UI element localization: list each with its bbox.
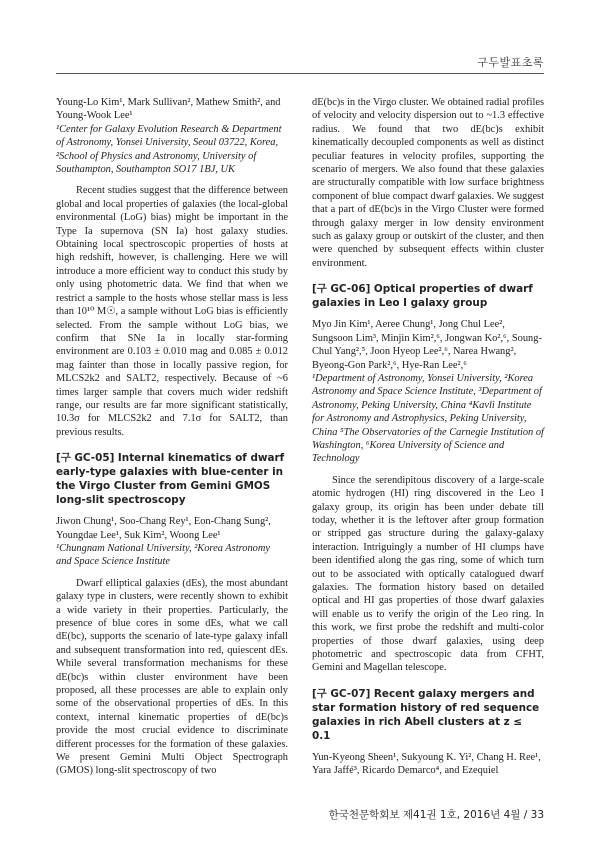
running-header: 구두발표초록 (477, 56, 544, 69)
affiliations: ¹Chungnam National University, ²Korea Astronomy and Space Science Institute (56, 542, 270, 568)
authors: Yun-Kyeong Sheen¹, Sukyoung K. Yi², Chang H. Ree¹, Yara Jaffé³, Ricardo Demarco⁴, and Ezequiel (312, 751, 541, 777)
affiliations: ¹Center for Galaxy Evolution Research & Department of Astronomy, Yonsei University, Seoul 03722, Korea, ²School of Physics and Astronomy, University of Southampton, Southampton SO17 1BJ, UK (56, 123, 282, 176)
abstract: Dwarf elliptical galaxies (dEs), the most abundant galaxy type in clusters, were recently shown to exhibit a wide variety in their properties. Particularly, the presence of blue cores in some dEs, what we call dE(bc), supports the scenario of late-type galaxy infall and subsequent transformation into red, quiescent dEs. While several transformation mechanisms for these dE(bc)s within cluster environment have been proposed, all these processes are able to explain only some of the observational properties of dEs. In this context, internal kinematic properties of dE(bc)s provide the most crucial evidence to discriminate different processes for the formation of these galaxies. We present Gemini Multi Object Spectrograph (GMOS) long-slit spectroscopy of two (56, 577, 288, 777)
authors: Young-Lo Kim¹, Mark Sullivan², Mathew Smith², and Young-Wook Lee¹ (56, 97, 281, 122)
abstract-continued: dE(bc)s in the Virgo cluster. We obtained radial profiles of velocity and velocity dispersion out to ~1.3 effective radius. We found that two dE(bc)s exhibit kinematically decoupled components as well as distinct peculiar features in velocity profiles, supporting the scenario of mergers. We also found that these galaxies are structurally compatible with low surface brightness component of blue compact dwarf galaxies. We suggest that a part of dE(bc)s in the Virgo Cluster were formed through galaxy merger in low density environment such as galaxy group or outskirt of the cluster, and then were quenched by subsequent effects within cluster environment. (312, 97, 544, 269)
right-column (312, 96, 544, 778)
page-footer: 한국천문학회보 제41권 1호, 2016년 4월 / 33 (328, 809, 544, 821)
abstract-title: [구 GC-05] Internal kinematics of dwarf early-type galaxies with blue-center in the Virgo Cluster from Gemini GMOS long-slit spectroscopy (56, 452, 285, 507)
left-column (56, 96, 288, 778)
abstract-title: [구 GC-06] Optical properties of dwarf galaxies in Leo I galaxy group (312, 283, 533, 310)
header-rule (56, 73, 544, 74)
affiliations: ¹Department of Astronomy, Yonsei University, ²Korea Astronomy and Space Science Institute, ³Department of Astronomy, Peking University, China ⁴Kavli Institute for Astronomy and Astrophysics, Peking University, China ⁵The Observatories of the Carnegie Institution of Washington, ⁶Korea University of Science and Technology (312, 372, 544, 465)
abstract: Since the serendipitous discovery of a large-scale atomic hydrogen (HI) ring discovered in the Leo I galaxy group, its origin has been under debate till today, whether it is the leftover after group formation or stripped gas structure during the galaxy-galaxy interaction. Intriguingly a number of HI clumps have been identified along the gas ring, some of which turn out to be associated with optically catalogued dwarf galaxies. The formation history based on detailed optical and HI gas properties of those dwarf galaxies will enable us to verify the origin of the Leo ring. In this work, we first probe the redshift and multi-color properties of those dwarf galaxies, using deep photometric and spectroscopic data from CFHT, Gemini and Magellan telescope. (312, 474, 544, 674)
abstract-title: [구 GC-07] Recent galaxy mergers and star formation history of red sequence galaxies in rich Abell clusters at z ≤ 0.1 (312, 687, 540, 742)
abstract: Recent studies suggest that the difference between global and local properties of galaxies (the local-global environmental (LoG) bias) might be important in the Type Ia supernova (SN Ia) host galaxy studies. Obtaining local spectroscopic properties of hosts at high redshift, however, is challenging. Here we will introduce a more efficient way to conduct this study by only using photometric data. We find that when we restrict a sample to the hosts whose stellar mass is less than 10¹⁰ M☉, a sample without LoG bias is efficiently selected. From the sample without LoG bias, we confirm that SNe Ia in locally star-forming environment are 0.103 ± 0.010 mag and 0.085 ± 0.012 mag fainter than those in locally passive region, for MLCS2k2 and SALT2, respectively. Because of ~6 times larger sample that covers much wider redshift range, our results are far more significant statistically, 10.3σ for MLCS2k2 and 7.1σ for SALT2, than previous results. (56, 185, 288, 438)
authors: Jiwon Chung¹, Soo-Chang Rey¹, Eon-Chang Sung², Youngdae Lee¹, Suk Kim², Woong Lee¹ (56, 516, 271, 541)
authors: Myo Jin Kim¹, Aeree Chung¹, Jong Chul Lee², Sungsoon Lim³, Minjin Kim²,⁶, Jongwan Ko²,⁶, Soung-Chul Yang²,⁵, Joon Hyeop Lee²,⁶, Narea Hwang², Byeong-Gon Park²,⁶, Hye-Ran Lee²,⁶ (312, 319, 542, 371)
